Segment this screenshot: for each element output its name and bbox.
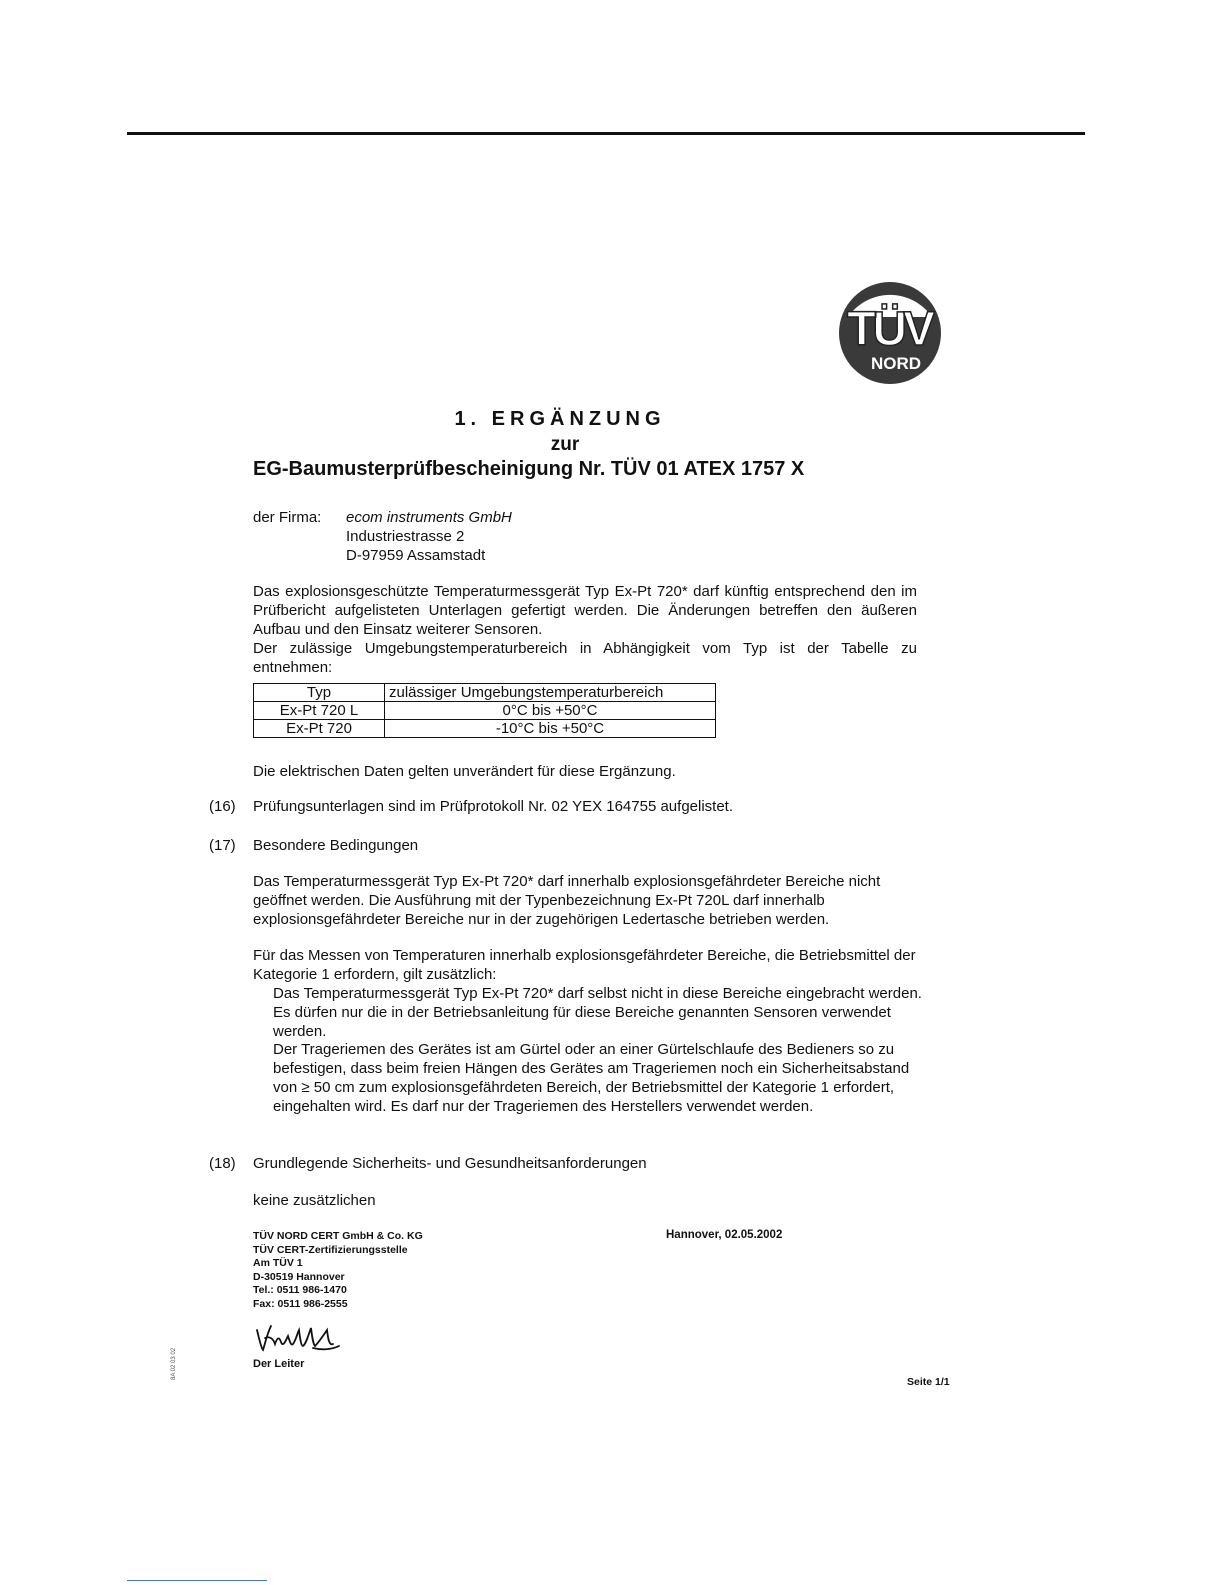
body-paragraph-2-line-2: entnehmen: — [253, 659, 333, 676]
section-17-paragraph-2: Für das Messen von Temperaturen innerhalb explosionsgefährdeter Bereiche, die Betriebsmittel der Kategorie 1 erfordern, gilt zusätzlich: — [253, 947, 916, 983]
document-title: 1. ERGÄNZUNG — [454, 408, 666, 430]
body-paragraph-3: Die elektrischen Daten gelten unverändert für diese Ergänzung. — [253, 763, 676, 780]
company-label: der Firma: — [253, 509, 322, 526]
section-17-paragraph-1: Das Temperaturmessgerät Typ Ex-Pt 720* darf innerhalb explosionsgefährdeter Bereiche nicht geöffnet werden. Die Ausführung mit der Typenbezeichnung Ex-Pt 720L darf innerhalb explosionsgefährdeter Bereiche nur in der zugehörigen Ledertasche betrieben werden. — [253, 873, 881, 928]
table-header-cell: Typ — [254, 684, 385, 702]
top-rule — [127, 132, 1085, 135]
body-paragraph-1: Das explosionsgeschützte Temperaturmessgerät Typ Ex-Pt 720* darf künftig entsprechend den im Prüfbericht aufgelisteten Unterlagen gefertigt werden. Die Änderungen betreffen den äußeren Aufbau und den Einsatz weiterer Sensoren. — [253, 583, 917, 638]
issuer-address — [253, 1230, 423, 1311]
signature-icon — [253, 1320, 343, 1356]
page-number: Seite 1/1 — [907, 1376, 950, 1388]
issuer-line: D-30519 Hannover — [253, 1270, 345, 1283]
place-date: Hannover, 02.05.2002 — [666, 1229, 783, 1241]
signature — [253, 1320, 343, 1356]
table-row — [254, 720, 716, 738]
tuv-nord-logo — [834, 277, 944, 385]
table-cell: Ex-Pt 720 L — [254, 702, 385, 720]
svg-text:TÜV: TÜV — [847, 303, 931, 356]
signer-title: Der Leiter — [253, 1358, 305, 1370]
table-header-row — [254, 684, 716, 702]
section-17-paragraph-4: Der Trageriemen des Gerätes ist am Gürtel oder an einer Gürtelschlaufe des Bedieners so zu befestigen, dass beim freien Hängen des Gerätes am Trageriemen noch ein Sicherheitsabstand von ≥ 50 cm zum explosionsgefährdeten Bereich, der Betriebsmittel der Kategorie 1 erfordert, eingehalten wird. Es darf nur der Trageriemen des Herstellers verwendet werden. — [273, 1041, 910, 1115]
section-17-paragraph-3: Das Temperaturmessgerät Typ Ex-Pt 720* darf selbst nicht in diese Bereiche eingebracht werden. Es dürfen nur die in der Betriebsanleitung für diese Bereiche genannten Sensoren verwendet werden. — [273, 985, 922, 1040]
issuer-line: Fax: 0511 986-2555 — [253, 1297, 348, 1310]
issuer-line: Am TÜV 1 — [253, 1257, 303, 1269]
issuer-line: Tel.: 0511 986-1470 — [253, 1284, 347, 1296]
svg-text:NORD: NORD — [870, 354, 922, 373]
table-cell: -10°C bis +50°C — [385, 720, 716, 738]
side-form-code — [165, 1340, 189, 1390]
body-paragraph-2-line-1: Der zulässige Umgebungstemperaturbereich in Abhängigkeit vom Typ ist der Tabelle zu — [253, 640, 917, 657]
company-street: Industriestrasse 2 — [346, 528, 465, 545]
company-name: ecom instruments GmbH — [346, 509, 512, 526]
section-number-17: (17) — [209, 837, 236, 854]
section-18-title: Grundlegende Sicherheits- und Gesundheitsanforderungen — [253, 1155, 647, 1172]
section-number-16: (16) — [209, 798, 236, 815]
certificate-number-title: EG-Baumusterprüfbescheinigung Nr. TÜV 01 ATEX 1757 X — [253, 458, 805, 480]
issuer-line: TÜV NORD CERT GmbH & Co. KG — [253, 1230, 423, 1242]
table-cell: Ex-Pt 720 — [254, 720, 385, 738]
document-subtitle: zur — [550, 434, 580, 455]
bottom-rule — [127, 1580, 267, 1581]
section-18-text: keine zusätzlichen — [253, 1192, 376, 1209]
section-17-title: Besondere Bedingungen — [253, 837, 419, 854]
table-header-cell: zulässiger Umgebungstemperaturbereich — [385, 684, 716, 702]
table-row — [254, 702, 716, 720]
section-16-text: Prüfungsunterlagen sind im Prüfprotokoll Nr. 02 YEX 164755 aufgelistet. — [253, 798, 734, 815]
company-city: D-97959 Assamstadt — [346, 547, 486, 564]
table-cell: 0°C bis +50°C — [385, 702, 716, 720]
tuv-nord-logo-icon — [834, 277, 944, 385]
side-form-code-text: 8A 02 03 02 — [171, 1347, 177, 1380]
section-number-18: (18) — [209, 1155, 236, 1172]
temperature-table — [253, 683, 716, 738]
issuer-line: TÜV CERT-Zertifizierungsstelle — [253, 1243, 408, 1256]
